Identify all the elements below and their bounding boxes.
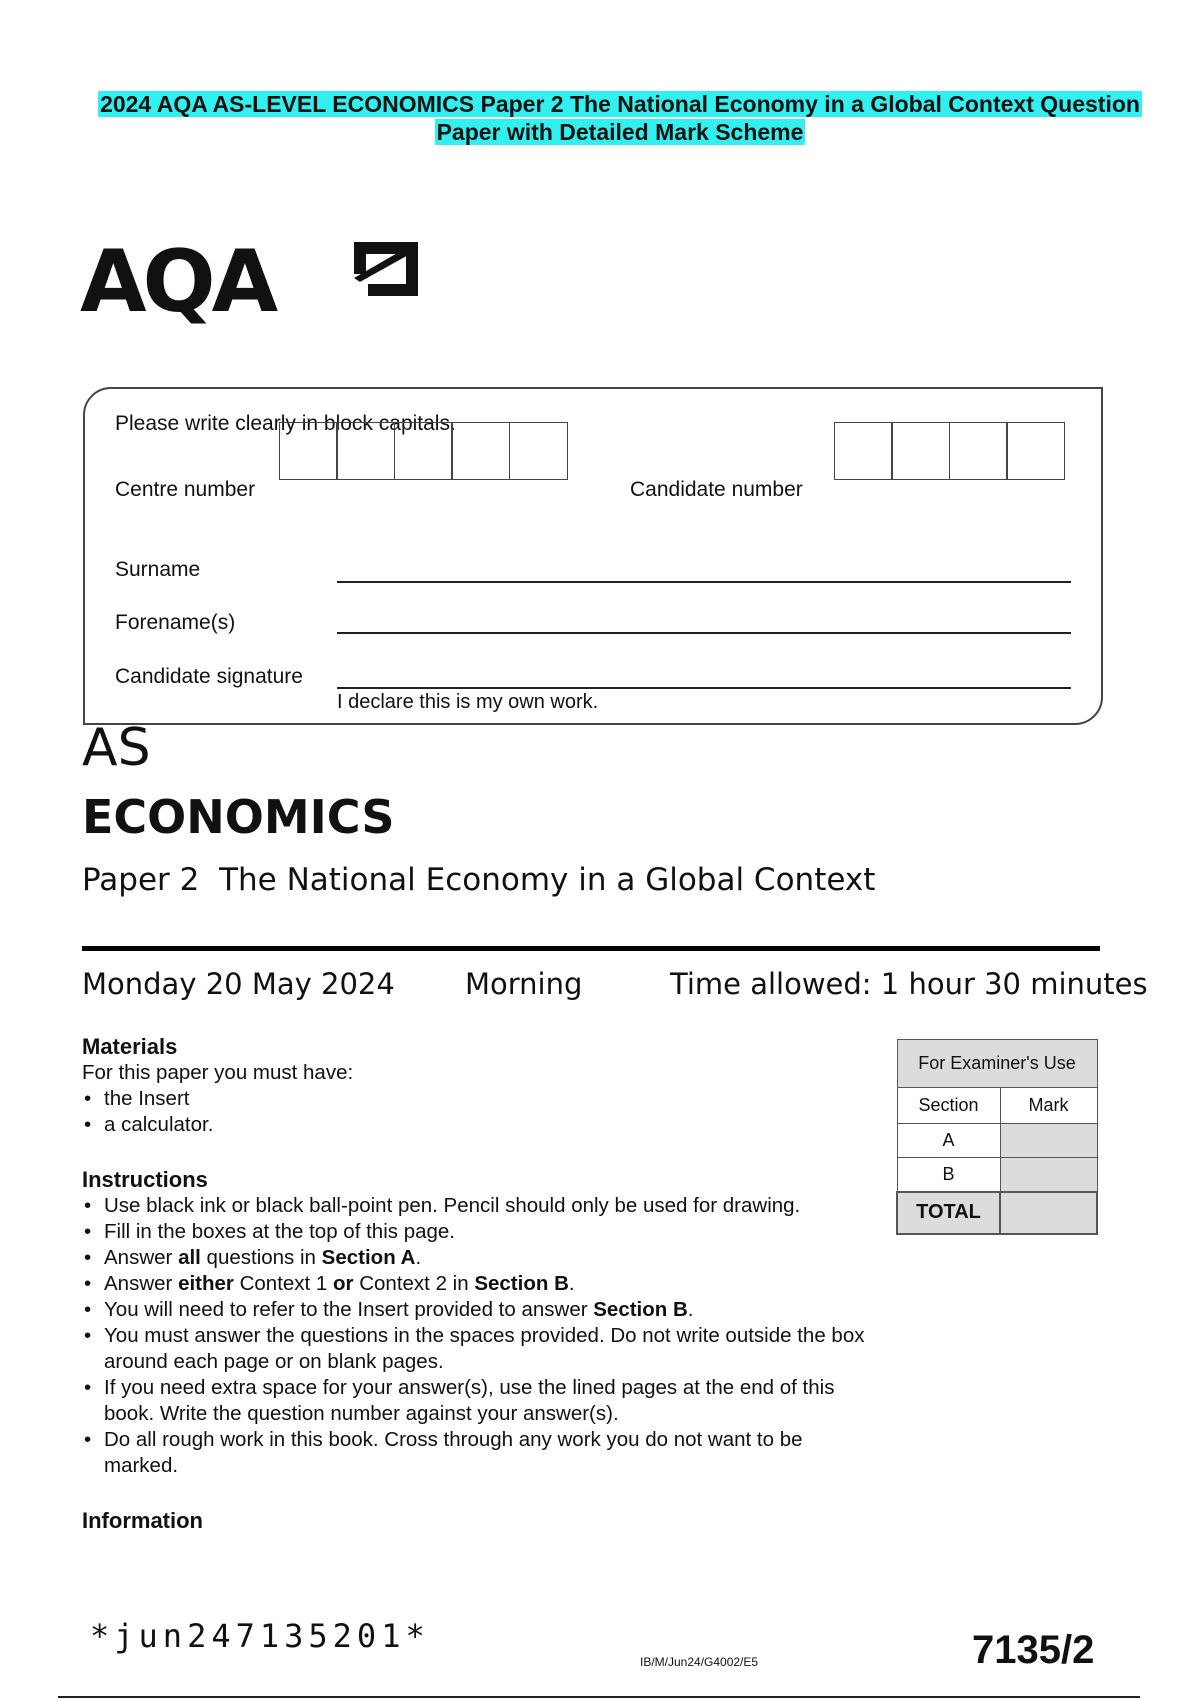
centre-number-box[interactable]: [451, 422, 510, 480]
list-item: [82, 1271, 872, 1297]
banner-line-1: 2024 AQA AS-LEVEL ECONOMICS Paper 2 The National Economy in a Global Context Question: [100, 91, 1140, 117]
text-run: .: [568, 1272, 575, 1295]
text-run: all: [178, 1246, 201, 1269]
surname-input-line[interactable]: [337, 581, 1071, 583]
paper-code: 7135/2: [972, 1628, 1095, 1672]
examiner-table-title: For Examiner's Use: [897, 1040, 1097, 1088]
text-run: Section B: [474, 1272, 569, 1295]
materials-section: [82, 1034, 882, 1138]
candidate-number-label: Candidate number: [630, 478, 803, 501]
exam-date: Monday 20 May 2024: [82, 967, 395, 1001]
text-run: Answer: [104, 1272, 179, 1295]
total-label: TOTAL: [897, 1192, 1000, 1234]
candidate-number-box[interactable]: [1006, 422, 1065, 480]
centre-number-box[interactable]: [279, 422, 338, 480]
text-run: Answer: [104, 1246, 179, 1269]
text-run: either: [178, 1272, 234, 1295]
instructions-heading: Instructions: [82, 1167, 208, 1192]
aqa-logo: [80, 232, 274, 332]
list-item: • a calculator.: [82, 1112, 882, 1138]
total-mark-cell: [1000, 1192, 1097, 1234]
centre-number-label: Centre number: [115, 478, 256, 501]
text-run: questions in: [200, 1246, 322, 1269]
signature-input-line[interactable]: [337, 687, 1071, 689]
title-divider: [82, 946, 1100, 951]
aqa-logo-text: AQA: [80, 232, 275, 332]
declaration-text: I declare this is my own work.: [337, 691, 599, 713]
list-item: • You must answer the questions in the spaces provided. Do not write outside the box around each page or on blank pages.: [82, 1323, 872, 1375]
mark-cell: [1000, 1158, 1097, 1192]
time-allowed: Time allowed: 1 hour 30 minutes: [670, 967, 1148, 1001]
mark-column-header: Mark: [1000, 1088, 1097, 1124]
forenames-input-line[interactable]: [337, 632, 1071, 634]
list-item: • Do all rough work in this book. Cross through any work you do not want to be marked.: [82, 1427, 872, 1479]
section-cell: B: [897, 1158, 1000, 1192]
reference-code: IB/M/Jun24/G4002/E5: [640, 1655, 759, 1669]
block-capitals-instruction: Please write clearly in block capitals.: [115, 412, 456, 435]
signature-label: Candidate signature: [115, 665, 303, 688]
centre-number-box[interactable]: [509, 422, 568, 480]
materials-heading: Materials: [82, 1034, 178, 1059]
candidate-number-box[interactable]: [834, 422, 893, 480]
candidate-number-box[interactable]: [949, 422, 1008, 480]
centre-number-box[interactable]: [394, 422, 453, 480]
exam-session: Morning: [465, 967, 583, 1001]
text-run: .: [415, 1246, 422, 1269]
information-heading: Information: [82, 1508, 203, 1533]
text-run: Section B: [593, 1298, 688, 1321]
instructions-section: [82, 1167, 872, 1479]
subject-title: ECONOMICS: [82, 790, 395, 844]
centre-number-box[interactable]: [336, 422, 395, 480]
list-item: • Fill in the boxes at the top of this page.: [82, 1219, 872, 1245]
list-item: [82, 1297, 872, 1323]
forenames-label: Forename(s): [115, 611, 236, 634]
text-run: You will need to refer to the Insert provided to answer: [104, 1298, 594, 1321]
text-run: .: [687, 1298, 694, 1321]
list-item: [82, 1245, 872, 1271]
text-run: Context 1: [233, 1272, 334, 1295]
list-item: • the Insert: [82, 1086, 882, 1112]
barcode-text: *jun247135201*: [90, 1617, 430, 1655]
document-title-banner: [60, 90, 1180, 146]
section-column-header: Section: [897, 1088, 1000, 1124]
list-item: • If you need extra space for your answer(s), use the lined pages at the end of this book. Write the question number against your answer(s).: [82, 1375, 872, 1427]
banner-line-2: Paper with Detailed Mark Scheme: [436, 119, 804, 145]
text-run: Context 2 in: [353, 1272, 475, 1295]
section-cell: A: [897, 1124, 1000, 1158]
footer-divider: [58, 1696, 1140, 1698]
qualification-level: AS: [82, 718, 151, 778]
candidate-number-box[interactable]: [891, 422, 950, 480]
aqa-logo-mark-icon: [352, 240, 422, 302]
surname-label: Surname: [115, 558, 201, 581]
materials-intro: For this paper you must have:: [82, 1061, 354, 1084]
materials-list: [82, 1086, 882, 1138]
mark-cell: [1000, 1124, 1097, 1158]
text-run: or: [333, 1272, 354, 1295]
instructions-list: [82, 1193, 872, 1479]
paper-title: Paper 2 The National Economy in a Global Context: [82, 862, 876, 898]
candidate-number-boxes[interactable]: [835, 422, 1065, 480]
examiner-use-table: [896, 1039, 1098, 1235]
centre-number-boxes[interactable]: [280, 422, 568, 480]
list-item: • Use black ink or black ball-point pen. Pencil should only be used for drawing.: [82, 1193, 872, 1219]
text-run: Section A: [321, 1246, 416, 1269]
